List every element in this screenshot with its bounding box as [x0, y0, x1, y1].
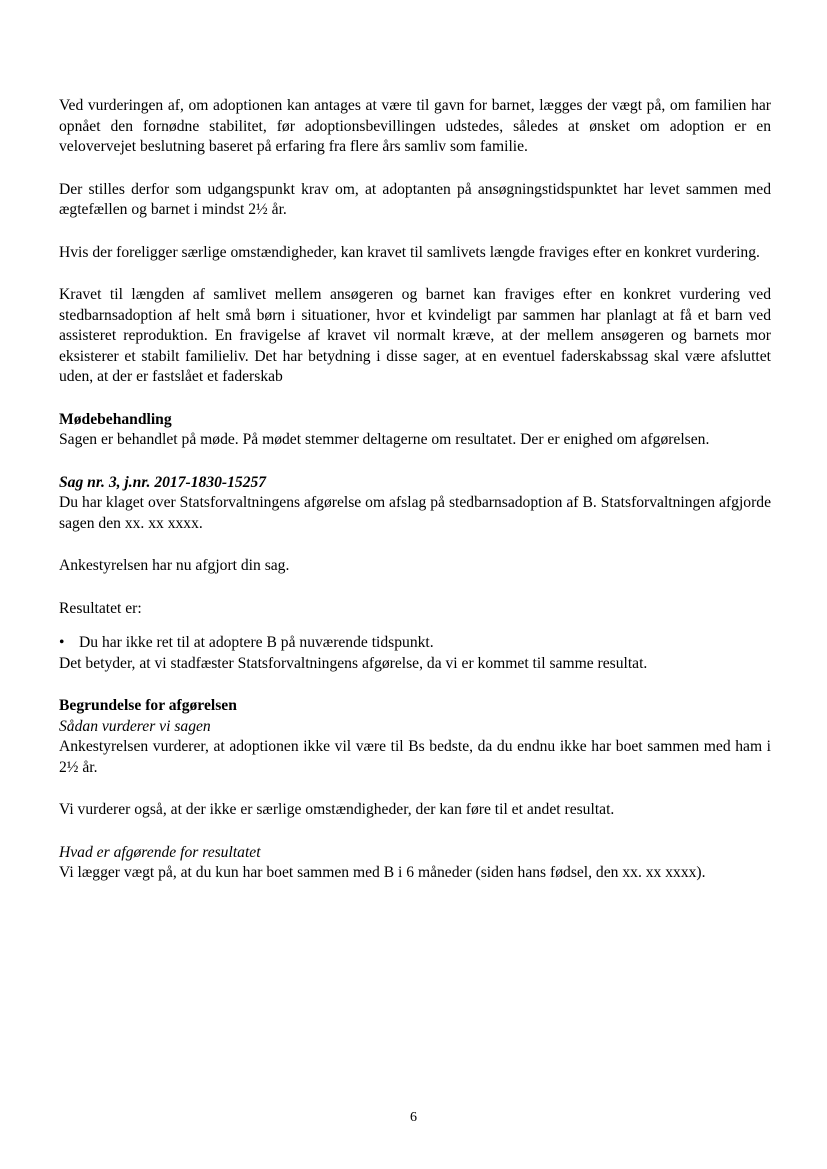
case-decided: Ankestyrelsen har nu afgjort din sag. [59, 557, 290, 574]
result-bullet-text: Du har ikke ret til at adoptere B på nuværende tidspunkt. [79, 634, 434, 651]
case-meaning: Det betyder, at vi stadfæster Statsforvaltningens afgørelse, da vi er kommet til samme resultat. [59, 654, 648, 672]
case-title: Sag nr. 3, j.nr. 2017-1830-15257 [59, 473, 267, 491]
paragraph-cohabitation-requirement: Der stilles derfor som udgangspunkt krav om, at adoptanten på ansøgningstidspunktet har levet sammen med ægtefællen og barnet i mindst 2½ år. [59, 180, 771, 218]
paragraph-stability: Ved vurderingen af, om adoptionen kan antages at være til gavn for barnet, lægges der vægt på, om familien har opnået den fornødne stabilitet, før adoptionsbevillingen udstedes, således at ønsket om adoption er en velovervejet beslutning baseret på erfaring fra flere års samliv som familie. [59, 97, 771, 155]
reasoning-text-circumstances: Vi vurderer også, at der ikke er særlige omstændigheder, der kan føre til et andet resultat. [59, 801, 615, 818]
paragraph-special-circumstances: Hvis der foreligger særlige omstændigheder, kan kravet til samlivets længde fraviges efter en konkret vurdering. [59, 243, 760, 261]
reasoning-text-decisive: Vi lægger vægt på, at du kun har boet sammen med B i 6 måneder (siden hans fødsel, den xx. xx xxxx). [59, 864, 706, 881]
result-label: Resultatet er: [59, 599, 142, 617]
bullet-icon: • [59, 634, 65, 651]
reasoning-subheading-decisive: Hvad er afgørende for resultatet [59, 843, 261, 861]
reasoning-subheading-assessment: Sådan vurderer vi sagen [59, 717, 211, 735]
meeting-heading: Mødebehandling [59, 410, 172, 428]
paragraph-exemption: Kravet til længden af samlivet mellem ansøgeren og barnet kan fraviges efter en konkret vurdering ved stedbarnsadoption af helt små børn i situationer, hvor et kvindeligt par sammen har planlagt at få et barn ved assisteret reproduktion. En fravigelse af kravet vil normalt kræve, at der mellem ansøgeren og barnets mor eksisterer et stabilt familieliv. Det har betydning i disse sager, at en eventuel faderskabssag skal være afsluttet uden, at der er fastslået et faderskab [59, 286, 771, 385]
page-number: 6 [410, 1110, 417, 1125]
reasoning-heading: Begrundelse for afgørelsen [59, 697, 237, 714]
meeting-text: Sagen er behandlet på møde. På mødet stemmer deltagerne om resultatet. Der er enighed om afgørelsen. [59, 431, 710, 448]
case-complaint: Du har klaget over Statsforvaltningens afgørelse om afslag på stedbarnsadoption af B. Statsforvaltningen afgjorde sagen den xx. xx xxxx. [59, 494, 771, 532]
document-page [59, 96, 771, 884]
reasoning-text-assessment: Ankestyrelsen vurderer, at adoptionen ikke vil være til Bs bedste, da du endnu ikke har boet sammen med ham i 2½ år. [59, 738, 771, 776]
result-bullet-item [59, 633, 771, 654]
